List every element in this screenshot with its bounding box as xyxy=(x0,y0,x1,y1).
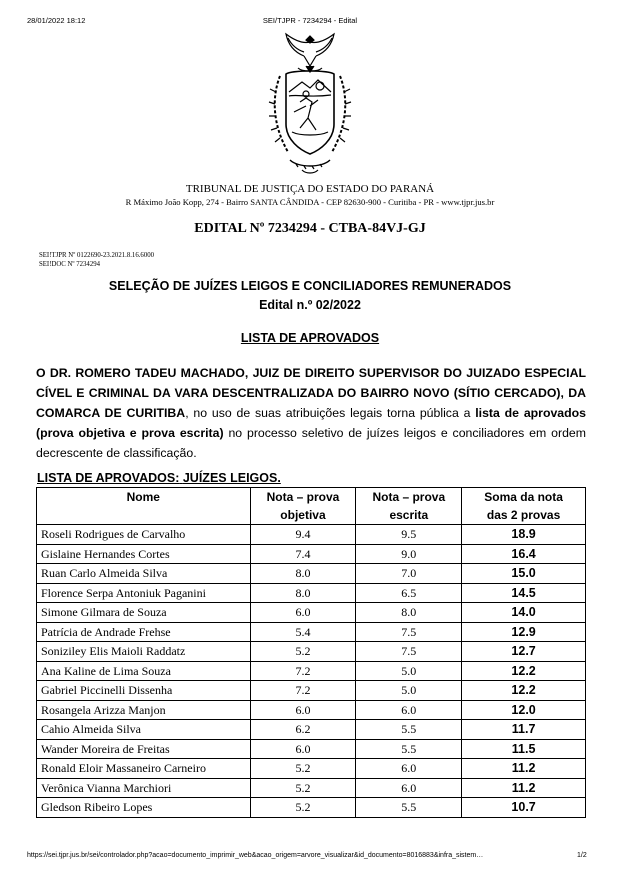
total-score: 11.2 xyxy=(462,778,586,798)
section-label xyxy=(37,471,281,485)
candidate-name: Patrícia de Andrade Frehse xyxy=(37,622,251,642)
objective-score: 9.4 xyxy=(250,525,356,545)
written-score: 5.0 xyxy=(356,661,462,681)
total-score: 18.9 xyxy=(462,525,586,545)
total-score: 15.0 xyxy=(462,564,586,584)
table-row xyxy=(37,622,586,642)
total-score: 12.0 xyxy=(462,700,586,720)
objective-score: 6.0 xyxy=(250,603,356,623)
total-score: 14.5 xyxy=(462,583,586,603)
edital-number: Edital n.º 02/2022 xyxy=(259,298,361,312)
document-reference: SEI!DOC Nº 7234294 xyxy=(39,261,101,268)
total-score: 11.7 xyxy=(462,720,586,740)
announcement-paragraph xyxy=(36,363,586,463)
table-row xyxy=(37,661,586,681)
table-row xyxy=(37,798,586,818)
table-row xyxy=(37,720,586,740)
objective-score: 5.4 xyxy=(250,622,356,642)
section-category: JUÍZES LEIGOS. xyxy=(182,471,281,485)
table-row xyxy=(37,603,586,623)
table-row xyxy=(37,778,586,798)
candidate-name: Cahio Almeida Silva xyxy=(37,720,251,740)
written-score: 6.5 xyxy=(356,583,462,603)
approved-list-emphasis: lista de aprovados (prova objetiva e prova escrita) xyxy=(36,406,587,440)
print-page-title: SEI/TJPR - 7234294 - Edital xyxy=(262,16,358,25)
candidate-name: Verônica Vianna Marchiori xyxy=(37,778,251,798)
process-reference: SEI!TJPR Nº 0122690-23.2021.8.16.6000 xyxy=(39,252,155,259)
written-score: 6.0 xyxy=(356,759,462,779)
header-name: Nome xyxy=(37,488,251,525)
objective-score: 7.2 xyxy=(250,681,356,701)
total-score: 12.2 xyxy=(462,661,586,681)
candidate-name: Gledson Ribeiro Lopes xyxy=(37,798,251,818)
table-row xyxy=(37,681,586,701)
table-row xyxy=(37,739,586,759)
objective-score: 5.2 xyxy=(250,778,356,798)
total-score: 12.9 xyxy=(462,622,586,642)
objective-score: 6.0 xyxy=(250,700,356,720)
print-timestamp: 28/01/2022 18:12 xyxy=(27,16,86,25)
written-score: 9.5 xyxy=(356,525,462,545)
written-score: 7.0 xyxy=(356,564,462,584)
written-score: 9.0 xyxy=(356,544,462,564)
written-score: 8.0 xyxy=(356,603,462,623)
print-url: https://sei.tjpr.jus.br/sei/controlador.php?acao=documento_imprimir_web&acao_origem=arvore_visualizar&id_documento=8016883&infra_sistem… xyxy=(27,852,484,859)
candidate-name: Gabriel Piccinelli Dissenha xyxy=(37,681,251,701)
written-score: 5.5 xyxy=(356,720,462,740)
candidate-name: Gislaine Hernandes Cortes xyxy=(37,544,251,564)
objective-score: 8.0 xyxy=(250,583,356,603)
objective-score: 5.2 xyxy=(250,798,356,818)
candidate-name: Simone Gilmara de Souza xyxy=(37,603,251,623)
objective-score: 5.2 xyxy=(250,759,356,779)
objective-score: 6.2 xyxy=(250,720,356,740)
court-name: TRIBUNAL DE JUSTIÇA DO ESTADO DO PARANÁ xyxy=(185,183,435,195)
objective-score: 8.0 xyxy=(250,564,356,584)
court-address: R Máximo João Kopp, 274 - Bairro SANTA CÂNDIDA - CEP 82630-900 - Curitiba - PR - www.tjpr.jus.br xyxy=(125,197,495,207)
total-score: 16.4 xyxy=(462,544,586,564)
table-row xyxy=(37,759,586,779)
total-score: 12.7 xyxy=(462,642,586,662)
table-row xyxy=(37,583,586,603)
written-score: 5.0 xyxy=(356,681,462,701)
table-row xyxy=(37,642,586,662)
header-objective: Nota – prova objetiva xyxy=(250,488,356,525)
selection-heading: SELEÇÃO DE JUÍZES LEIGOS E CONCILIADORES REMUNERADOS xyxy=(108,279,512,293)
approved-candidates-table xyxy=(36,487,586,818)
objective-score: 7.4 xyxy=(250,544,356,564)
objective-score: 5.2 xyxy=(250,642,356,662)
table-row xyxy=(37,525,586,545)
candidate-name: Wander Moreira de Freitas xyxy=(37,739,251,759)
print-page-number: 1/2 xyxy=(577,852,587,859)
approved-list-title: LISTA DE APROVADOS xyxy=(240,331,380,345)
table-header-row xyxy=(37,488,586,525)
total-score: 12.2 xyxy=(462,681,586,701)
candidate-name: Ronald Eloir Massaneiro Carneiro xyxy=(37,759,251,779)
written-score: 7.5 xyxy=(356,622,462,642)
written-score: 6.0 xyxy=(356,778,462,798)
written-score: 5.5 xyxy=(356,739,462,759)
header-written: Nota – prova escrita xyxy=(356,488,462,525)
written-score: 7.5 xyxy=(356,642,462,662)
candidate-name: Florence Serpa Antoniuk Paganini xyxy=(37,583,251,603)
paragraph-text-1: , no uso de suas atribuições legais torna pública a xyxy=(185,406,476,420)
section-label-main: LISTA DE APROVADOS: xyxy=(37,471,180,485)
reference-block xyxy=(39,251,154,269)
total-score: 11.5 xyxy=(462,739,586,759)
written-score: 5.5 xyxy=(356,798,462,818)
candidate-name: Ana Kaline de Lima Souza xyxy=(37,661,251,681)
candidate-name: Rosangela Arizza Manjon xyxy=(37,700,251,720)
total-score: 14.0 xyxy=(462,603,586,623)
candidate-name: Soniziley Elis Maioli Raddatz xyxy=(37,642,251,662)
edital-title: EDITAL Nº 7234294 - CTBA-84VJ-GJ xyxy=(194,221,426,236)
paragraph-text-2: no processo seletivo de juízes leigos e conciliadores em ordem decrescente de classificação. xyxy=(36,426,586,460)
parana-coat-of-arms-emblem xyxy=(258,32,362,180)
header-sum: Soma da nota das 2 provas xyxy=(462,488,586,525)
candidate-name: Ruan Carlo Almeida Silva xyxy=(37,564,251,584)
candidate-name: Roseli Rodrigues de Carvalho xyxy=(37,525,251,545)
total-score: 11.2 xyxy=(462,759,586,779)
objective-score: 6.0 xyxy=(250,739,356,759)
objective-score: 7.2 xyxy=(250,661,356,681)
table-row xyxy=(37,544,586,564)
coat-of-arms-icon xyxy=(258,32,362,180)
table-row xyxy=(37,700,586,720)
total-score: 10.7 xyxy=(462,798,586,818)
judge-intro: O DR. ROMERO TADEU MACHADO, JUIZ DE DIREITO SUPERVISOR DO JUIZADO ESPECIAL CÍVEL E CRIMINAL DA VARA DESCENTRALIZADA DO BAIRRO NOVO (SÍTIO CERCADO), DA COMARCA DE CURITIBA xyxy=(36,366,586,420)
written-score: 6.0 xyxy=(356,700,462,720)
table-row xyxy=(37,564,586,584)
